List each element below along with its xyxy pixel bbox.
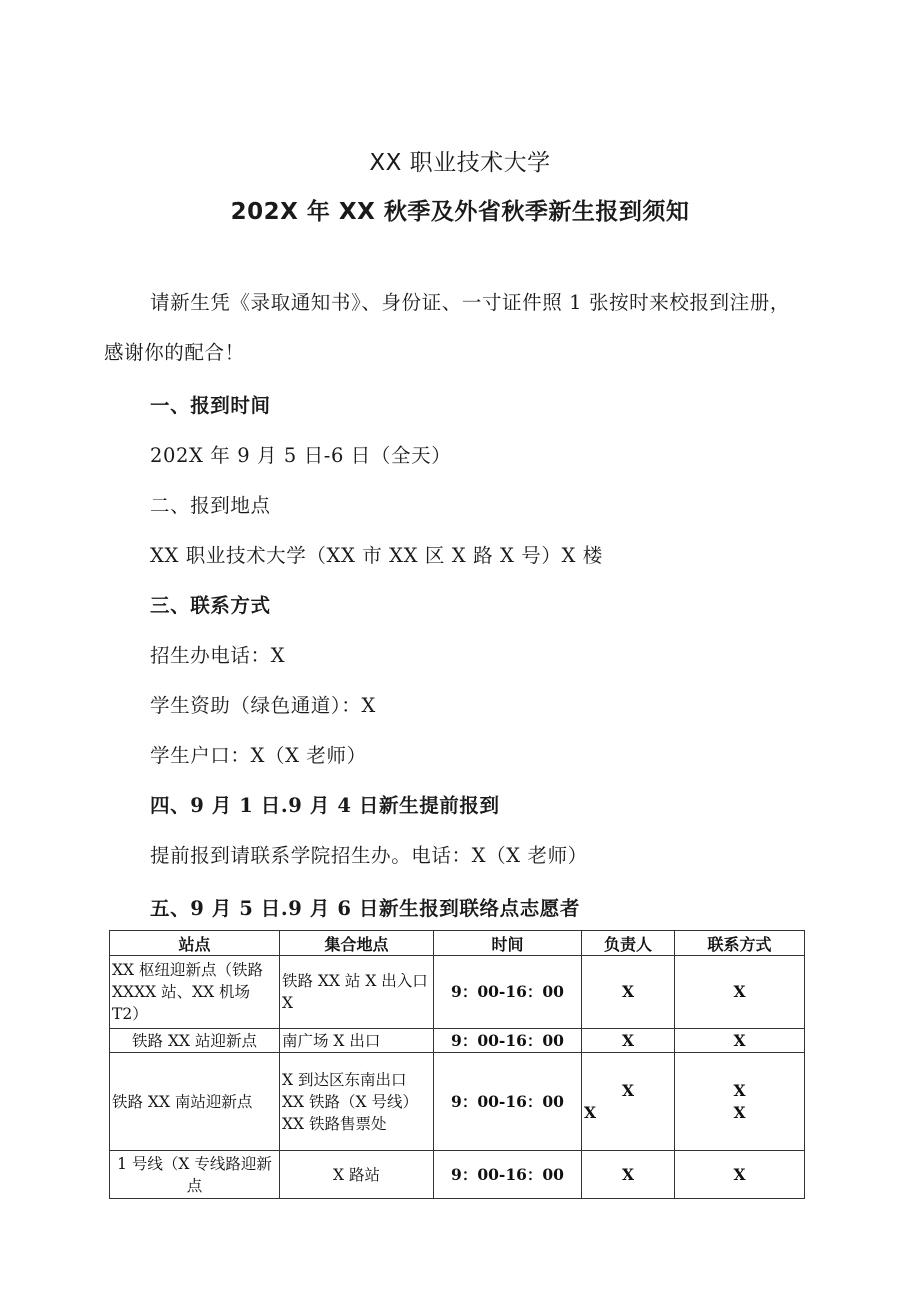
cell-person: X — [582, 956, 675, 1029]
section-3-line-1: 招生办电话：X — [150, 644, 286, 667]
section-3-line-2: 学生资助（绿色通道）：X — [150, 694, 376, 717]
cell-contact — [675, 1053, 805, 1151]
cell-person: X — [582, 1029, 675, 1053]
cell-contact: X — [675, 1151, 805, 1199]
meeting-place-text: X 到达区东南出口 XX 铁路（X 号线）XX 铁路售票处 — [282, 1070, 418, 1133]
cell-time: 9：00-16：00 — [434, 956, 582, 1029]
contact-secondary: X — [733, 1102, 746, 1122]
cell-station: 1 号线（X 专线路迎新点 — [110, 1151, 280, 1199]
table-header-meeting-place: 集合地点 — [280, 931, 434, 956]
section-3-line-3: 学生户口：X（X 老师） — [150, 744, 367, 767]
document-title-notice: 202X 年 XX 秋季及外省秋季新生报到须知 — [230, 199, 690, 225]
table-header-contact: 联系方式 — [675, 931, 805, 956]
table-header-station: 站点 — [110, 931, 280, 956]
section-2-text: XX 职业技术大学（XX 市 XX 区 X 路 X 号）X 楼 — [150, 544, 603, 567]
document-title-school: XX 职业技术大学 — [369, 150, 551, 176]
table-header-time: 时间 — [434, 931, 582, 956]
volunteer-table — [109, 930, 805, 1199]
cell-contact: X — [675, 956, 805, 1029]
section-4-text: 提前报到请联系学院招生办。电话：X（X 老师） — [150, 844, 588, 867]
cell-person: X — [582, 1151, 675, 1199]
table-row — [110, 1053, 805, 1151]
table-header-row — [110, 931, 805, 956]
table-row — [110, 956, 805, 1029]
person-secondary: X — [584, 1102, 597, 1122]
cell-meeting-place — [280, 1053, 434, 1151]
section-1-text: 202X 年 9 月 5 日-6 日（全天） — [150, 444, 452, 467]
person-primary: X — [621, 1080, 635, 1100]
cell-meeting-place: X 路站 — [280, 1151, 434, 1199]
table-row — [110, 1151, 805, 1199]
cell-meeting-place: 南广场 X 出口 — [280, 1029, 434, 1053]
table-row — [110, 1029, 805, 1053]
cell-station: XX 枢纽迎新点（铁路 XXXX 站、XX 机场 T2） — [110, 956, 280, 1029]
section-5-heading: 五、9 月 5 日.9 月 6 日新生报到联络点志愿者 — [150, 897, 580, 920]
section-3-heading: 三、联系方式 — [150, 594, 271, 617]
cell-meeting-place: 铁路 XX 站 X 出入口 X — [280, 956, 434, 1029]
cell-station: 铁路 XX 站迎新点 — [110, 1029, 280, 1053]
cell-time: 9：00-16：00 — [434, 1029, 582, 1053]
section-1-heading: 一、报到时间 — [150, 394, 271, 417]
table-header-person: 负责人 — [582, 931, 675, 956]
cell-contact: X — [675, 1029, 805, 1053]
cell-station: 铁路 XX 南站迎新点 — [110, 1053, 280, 1151]
section-4-heading: 四、9 月 1 日.9 月 4 日新生提前报到 — [150, 794, 500, 817]
cell-time: 9：00-16：00 — [434, 1151, 582, 1199]
section-2-heading: 二、报到地点 — [150, 494, 271, 517]
cell-person — [582, 1053, 675, 1151]
contact-primary: X — [733, 1080, 746, 1100]
cell-time: 9：00-16：00 — [434, 1053, 582, 1151]
intro-paragraph: 请新生凭《录取通知书》、身份证、一寸证件照 1 张按时来校报到注册，感谢你的配合！ — [104, 291, 790, 364]
